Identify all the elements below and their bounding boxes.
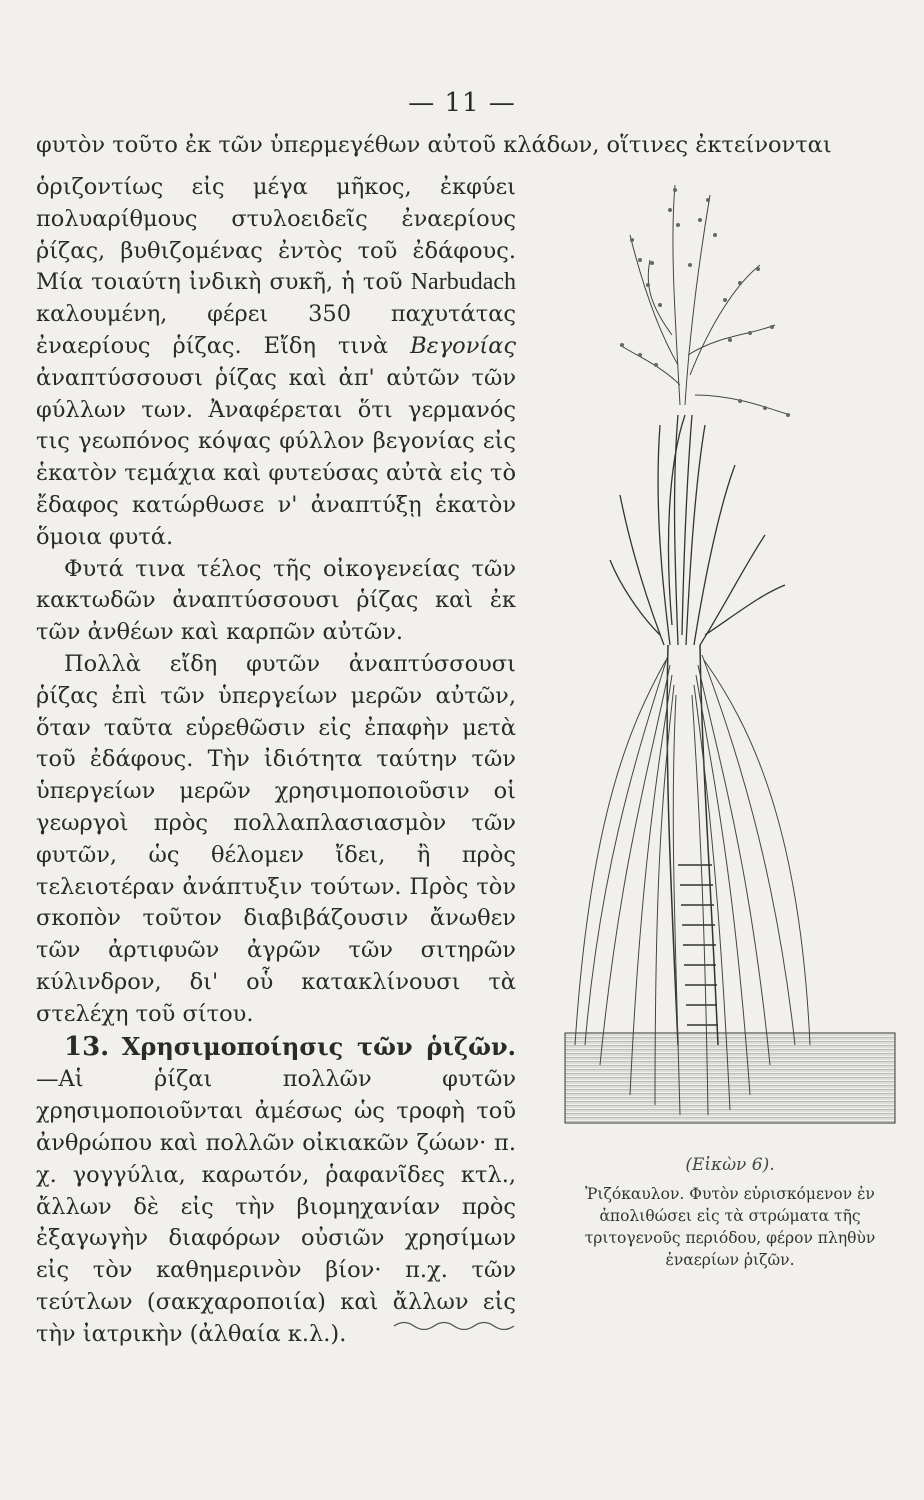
figure-caption: Ῥιζόκαυλον. Φυτὸν εὑρισκόμενον ἐν ἀπολιθώσει εἰς τὰ στρώματα τῆς τριτογενοῦς περιόδου, φέρον πληθὺν ἐναερίων ῥιζῶν.	[584, 1185, 876, 1269]
paragraph-1-latin-term: Narbudach	[410, 269, 516, 296]
section-title: Χρησιμοποίησις τῶν ῥιζῶν.	[121, 1031, 516, 1061]
rhizocaulon-illustration	[560, 165, 900, 1245]
paragraph-1	[36, 172, 516, 554]
paragraph-1-part-a: ὁριζοντίως εἰς μέγα μῆκος, ἐκφύει πολυαρίθμους στυλοειδεῖς ἐναερίους ῥίζας, βυθιζομένας ἐντὸς τοῦ ἐδάφους. Μία τοιαύτη ἰνδικὴ συκῆ, ἡ τοῦ	[36, 174, 516, 296]
first-line: φυτὸν τοῦτο ἐκ τῶν ὑπερμεγέθων αὐτοῦ κλάδων, οἵτινες ἐκτείνονται	[36, 132, 832, 158]
page-number: — 11 —	[408, 88, 516, 118]
flower-panicle	[620, 185, 790, 415]
paragraph-4	[36, 1031, 516, 1351]
paragraph-1-italic-term: Βεγονίας	[410, 332, 516, 359]
seed-dots	[620, 188, 790, 417]
paragraph-3: Πολλὰ εἴδη φυτῶν ἀναπτύσσουσι ῥίζας ἐπὶ τῶν ὑπεργείων μερῶν αὐτῶν, ὅταν ταῦτα εὑρεθῶσιν εἰς ἐπαφὴν μετὰ τοῦ ἐδάφους. Τὴν ἰδιότητα ταύτην τῶν ὑπεργείων μερῶν χρησιμοποιοῦσιν οἱ γεωργοὶ πρὸς πολλαπλασιασμὸν τῶν φυτῶν, ὡς θέλομεν ἴδει, ἢ πρὸς τελειοτέραν ἀνάπτυξιν τούτων. Πρὸς τὸν σκοπὸν τοῦτον διαβιβάζουσιν ἄνωθεν τῶν ἀρτιφυῶν ἀγρῶν τῶν σιτηρῶν κύλινδρον, δι' οὗ κατακλίνουσι τὰ στελέχη τοῦ σίτου.	[36, 650, 516, 1027]
paragraph-1-part-c: ἀναπτύσσουσι ῥίζας καὶ ἀπ' αὐτῶν τῶν φύλλων των. Ἀναφέρεται ὅτι γερμανός τις γεωπόνος κόψας φύλλον βεγονίας εἰς ἑκατὸν τεμάχια καὶ φυτεύσας αὐτὰ εἰς τὸ ἔδαφος κατώρθωσε ν' ἀναπτύξῃ ἑκατὸν ὅμοια φυτά.	[36, 364, 516, 550]
decorative-flourish	[392, 1318, 522, 1332]
main-text-column	[36, 172, 516, 1350]
figure-label: (Εἰκὼν 6).	[685, 1155, 775, 1175]
paragraph-4-text: —Αἱ ῥίζαι πολλῶν φυτῶν χρησιμοποιοῦνται ἀμέσως ὡς τροφὴ τοῦ ἀνθρώπου καὶ πολλῶν οἰκιακῶν ζώων· π. χ. γογγύλια, καρωτόν, ῥαφανῖδες κτλ., ἄλλων δὲ εἰς τὴν βιομηχανίαν πρὸς ἐξαγωγὴν διαφόρων οὐσιῶν χρησίμων εἰς τὸν καθημερινὸν βίον· π.χ. τῶν τεύτλων (σακχαροποιία) καὶ ἄλλων εἰς τὴν ἰατρικὴν (ἀλθαία κ.λ.).	[36, 1066, 516, 1347]
leaves	[610, 415, 785, 645]
section-number: 13.	[64, 1031, 110, 1062]
paragraph-2: Φυτά τινα τέλος τῆς οἰκογενείας τῶν κακτωδῶν ἀναπτύσσουσι ῥίζας καὶ ἐκ τῶν ἀνθέων καὶ καρπῶν αὐτῶν.	[36, 555, 516, 646]
paragraph-1-part-b: καλουμένη, φέρει 350 παχυτάτας ἐναερίους ῥίζας. Εἴδη τινὰ	[36, 301, 516, 359]
plant-drawing	[560, 165, 900, 1155]
